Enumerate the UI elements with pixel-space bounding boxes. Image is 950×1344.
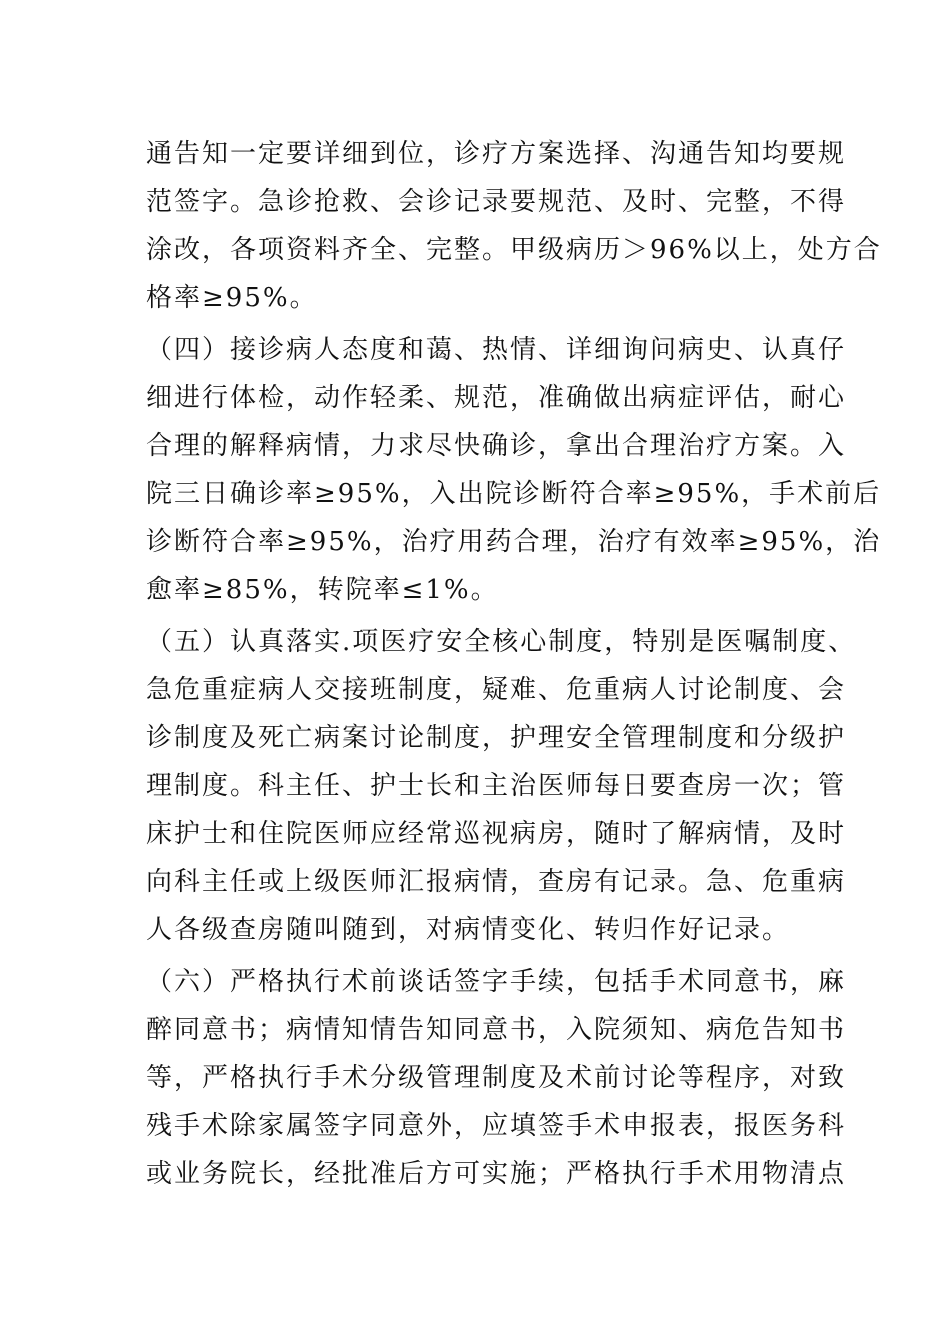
text-line: 合理的解释病情，力求尽快确诊，拿出合理治疗方案。入 bbox=[146, 431, 847, 461]
text-line: 诊断符合率≥95%，治疗用药合理，治疗有效率≥95%，治 bbox=[146, 527, 882, 557]
text-line: 涂改，各项资料齐全、完整。甲级病历＞96%以上，处方合 bbox=[146, 235, 882, 265]
text-line: 向科主任或上级医师汇报病情，查房有记录。急、危重病 bbox=[146, 867, 847, 897]
paragraph-4 bbox=[146, 958, 847, 1198]
text-line: 醉同意书；病情知情告知同意书，入院须知、病危告知书 bbox=[146, 1015, 847, 1045]
text-line: 急危重症病人交接班制度，疑难、危重病人讨论制度、会 bbox=[146, 675, 847, 705]
text-line: 通告知一定要详细到位，诊疗方案选择、沟通告知均要规 bbox=[146, 139, 847, 169]
text-line: 残手术除家属签字同意外，应填签手术申报表，报医务科 bbox=[146, 1111, 847, 1141]
text-line: 等，严格执行手术分级管理制度及术前讨论等程序，对致 bbox=[146, 1063, 847, 1093]
text-line: 格率≥95%。 bbox=[146, 283, 318, 313]
text-line: 细进行体检，动作轻柔、规范，准确做出病症评估，耐心 bbox=[146, 383, 847, 413]
text-line: 范签字。急诊抢救、会诊记录要规范、及时、完整，不得 bbox=[146, 187, 847, 217]
text-line: （五）认真落实.项医疗安全核心制度，特别是医嘱制度、 bbox=[146, 627, 857, 657]
text-line: 人各级查房随叫随到，对病情变化、转归作好记录。 bbox=[146, 915, 791, 945]
text-line: （六）严格执行术前谈话签字手续，包括手术同意书，麻 bbox=[146, 967, 847, 997]
text-line: 床护士和住院医师应经常巡视病房，随时了解病情，及时 bbox=[146, 819, 847, 849]
document-body bbox=[146, 130, 882, 1198]
text-line: 愈率≥85%，转院率≤1%。 bbox=[146, 575, 499, 605]
text-line: （四）接诊病人态度和蔼、热情、详细询问病史、认真仔 bbox=[146, 335, 847, 365]
paragraph-2 bbox=[146, 326, 882, 614]
paragraph-1 bbox=[146, 130, 882, 322]
text-line: 理制度。科主任、护士长和主治医师每日要查房一次；管 bbox=[146, 771, 847, 801]
text-line: 诊制度及死亡病案讨论制度，护理安全管理制度和分级护 bbox=[146, 723, 847, 753]
text-line: 院三日确诊率≥95%，入出院诊断符合率≥95%，手术前后 bbox=[146, 479, 882, 509]
text-line: 或业务院长，经批准后方可实施；严格执行手术用物清点 bbox=[146, 1159, 847, 1189]
paragraph-3 bbox=[146, 618, 857, 954]
